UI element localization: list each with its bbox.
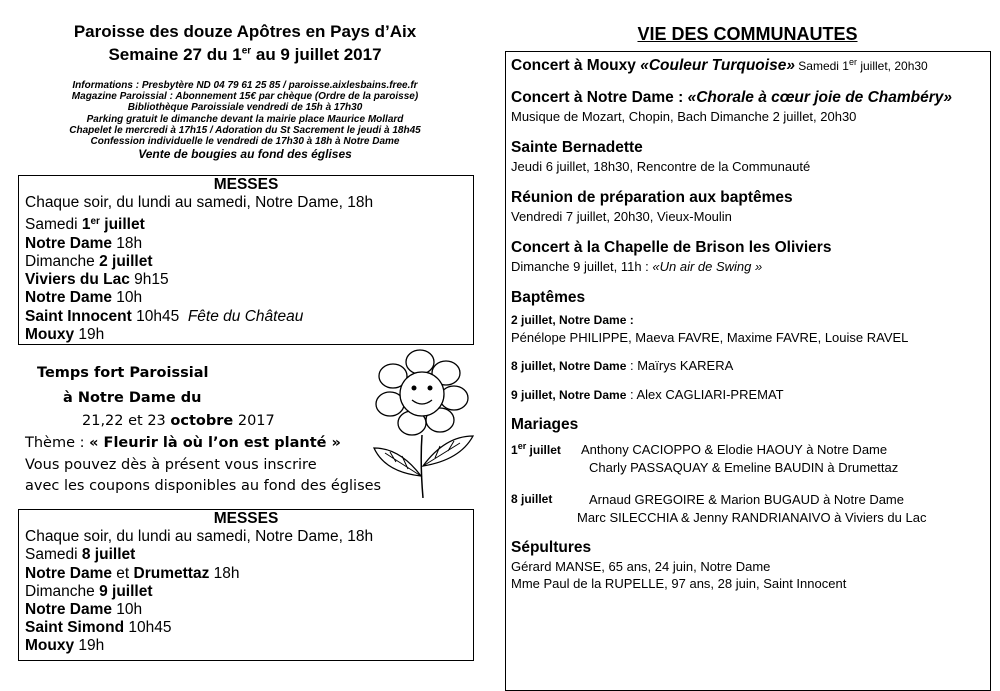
text: Notre Dame <box>25 601 112 619</box>
text: Samedi <box>25 546 82 564</box>
week-subtitle <box>0 45 490 65</box>
temps-fort-line: Vous pouvez dès à présent vous inscrire <box>25 457 317 473</box>
text: Saint Innocent <box>25 307 132 325</box>
messes-box-week1 <box>18 175 474 345</box>
text: Mouxy <box>25 637 75 655</box>
messes-line <box>25 326 467 344</box>
text: 8 juillet <box>81 546 136 564</box>
messes-line <box>25 546 467 564</box>
messes-line <box>25 271 467 289</box>
text: : Maïrys KARERA <box>626 358 734 373</box>
text: 21,22 et 23 <box>82 413 171 429</box>
info-line: Magazine Paroissial : Abonnement 15€ par chèque (Ordre de la paroisse) <box>71 91 419 103</box>
mariages-heading: Mariages <box>511 416 579 433</box>
text: Dimanche 9 juillet, 11h : <box>511 259 653 274</box>
mariages-date-2: 8 juillet <box>511 492 553 506</box>
mariages-date-1 <box>511 441 561 457</box>
messes-line <box>25 637 467 655</box>
baptemes-entry-3 <box>511 387 784 402</box>
messes-line: Chaque soir, du lundi au samedi, Notre Dame, 18h <box>25 194 374 212</box>
text: 1 <box>81 216 91 234</box>
subtitle-sup: er <box>241 45 252 57</box>
messes-line: Chaque soir, du lundi au samedi, Notre Dame, 18h <box>25 528 374 546</box>
text: Dimanche <box>25 252 100 270</box>
concert-brison-heading: Concert à la Chapelle de Brison les Oliviers <box>511 239 832 256</box>
mariage-line: Anthony CACIOPPO & Elodie HAOUY à Notre Dame <box>581 442 888 457</box>
text: 18h <box>112 234 143 252</box>
temps-fort-theme <box>25 435 341 451</box>
text: 9 juillet, Notre Dame <box>511 388 627 402</box>
messes-line <box>25 565 467 583</box>
text: Notre Dame <box>25 289 112 307</box>
messes-line <box>25 308 467 326</box>
text: Samedi 1 <box>794 59 849 73</box>
text: «Un air de Swing » <box>652 259 763 274</box>
communautes-title: VIE DES COMMUNAUTES <box>637 24 858 44</box>
text: er <box>848 57 857 67</box>
text: 19h <box>74 325 105 343</box>
info-line: Confession individuelle le vendredi de 17h30 à 18h à Notre Dame <box>90 136 400 148</box>
sainte-bernadette-details: Jeudi 6 juillet, 18h30, Rencontre de la Communauté <box>511 159 811 174</box>
messes-line <box>25 212 467 234</box>
temps-fort-place: à Notre Dame du <box>63 390 202 406</box>
text: 1 <box>511 443 518 457</box>
messes-title: MESSES <box>213 176 279 193</box>
text: juillet, 20h30 <box>857 59 928 73</box>
text: Viviers du Lac <box>25 271 130 289</box>
text: er <box>90 215 100 227</box>
text: Mouxy <box>25 325 75 343</box>
mariage-line: Arnaud GREGOIRE & Marion BUGAUD à Notre Dame <box>589 492 904 507</box>
messes-line <box>25 619 467 637</box>
concert-mouxy <box>511 57 928 75</box>
text: Thème : <box>25 435 90 451</box>
text: 10h45 <box>124 619 172 637</box>
messes-title: MESSES <box>213 510 279 527</box>
messes-line <box>25 235 467 253</box>
info-block <box>0 80 490 161</box>
text: et <box>112 564 134 582</box>
text: Fête du Château <box>187 307 304 325</box>
text: juillet <box>99 216 145 234</box>
text: 9 juillet <box>99 582 153 600</box>
text: : Alex CAGLIARI-PREMAT <box>626 387 784 402</box>
text: 10h45 <box>131 307 180 325</box>
baptemes-names-1: Pénélope PHILIPPE, Maeva FAVRE, Maxime FAVRE, Louise RAVEL <box>511 330 909 345</box>
subtitle-text: Semaine 27 du 1 <box>108 45 242 64</box>
concert-brison-details <box>511 259 762 274</box>
messes-box-week2 <box>18 509 474 661</box>
text: Concert à Mouxy <box>511 57 641 74</box>
concert-notre-dame-details: Musique de Mozart, Chopin, Bach Dimanche 2 juillet, 20h30 <box>511 109 857 124</box>
flower-icon <box>360 348 480 498</box>
sepulture-line: Mme Paul de la RUPELLE, 97 ans, 28 juin, Saint Innocent <box>511 576 847 591</box>
messes-line <box>25 583 467 601</box>
messes-line <box>25 253 467 271</box>
text: octobre <box>170 413 234 429</box>
temps-fort-dates <box>82 413 275 429</box>
text: Concert à Notre Dame : <box>511 89 688 106</box>
sepulture-line: Gérard MANSE, 65 ans, 24 juin, Notre Dame <box>511 559 771 574</box>
baptemes-date-1: 2 juillet, Notre Dame : <box>511 313 634 327</box>
text: « Fleurir là où l’on est planté » <box>89 435 341 451</box>
text: 9h15 <box>129 271 169 289</box>
text: «Chorale à cœur joie de Chambéry» <box>687 89 953 106</box>
text: er <box>517 441 527 451</box>
baptemes-heading: Baptêmes <box>511 289 586 306</box>
info-line: Informations : Presbytère ND 04 79 61 25 85 / paroisse.aixlesbains.free.fr <box>72 80 418 91</box>
text: Dimanche <box>25 582 100 600</box>
text: Notre Dame <box>25 564 112 582</box>
sainte-bernadette-heading: Sainte Bernadette <box>511 139 643 156</box>
sepultures-heading: Sépultures <box>511 539 592 556</box>
messes-line <box>25 601 467 619</box>
info-line: Bibliothèque Paroissiale vendredi de 15h à 17h30 <box>127 102 363 114</box>
info-line: Parking gratuit le dimanche devant la mairie place Maurice Mollard <box>86 113 404 125</box>
reunion-details: Vendredi 7 juillet, 20h30, Vieux-Moulin <box>511 209 732 224</box>
mariage-line: Marc SILECCHIA & Jenny RANDRIANAIVO à Viviers du Lac <box>577 510 927 525</box>
parish-title: Paroisse des douze Apôtres en Pays d’Aix <box>73 22 417 41</box>
info-line: Chapelet le mercredi à 17h15 / Adoration du St Sacrement le jeudi à 18h45 <box>69 124 421 136</box>
text: Drumettaz <box>133 564 210 582</box>
text: 2 juillet <box>99 252 153 270</box>
baptemes-entry-2 <box>511 358 733 373</box>
text: Saint Simond <box>25 619 125 637</box>
mariage-line: Charly PASSAQUAY & Emeline BAUDIN à Drumettaz <box>589 460 899 475</box>
reunion-heading: Réunion de préparation aux baptêmes <box>511 189 793 206</box>
info-line: Vente de bougies au fond des églises <box>138 147 352 162</box>
text: 8 juillet, Notre Dame <box>511 359 627 373</box>
text: Notre Dame <box>25 234 112 252</box>
text: «Couleur Turquoise» <box>640 57 795 74</box>
subtitle-suffix: au 9 juillet 2017 <box>251 45 382 64</box>
temps-fort-line: avec les coupons disponibles au fond des églises <box>25 478 382 494</box>
messes-line <box>25 289 467 307</box>
text: 19h <box>74 637 105 655</box>
concert-notre-dame <box>511 89 952 107</box>
text: 10h <box>112 601 143 619</box>
text: juillet <box>526 443 561 457</box>
temps-fort-title: Temps fort Paroissial <box>37 365 209 381</box>
text: 10h <box>112 289 143 307</box>
text: Samedi <box>25 216 82 234</box>
text: 2017 <box>233 413 275 429</box>
text: 18h <box>209 564 240 582</box>
